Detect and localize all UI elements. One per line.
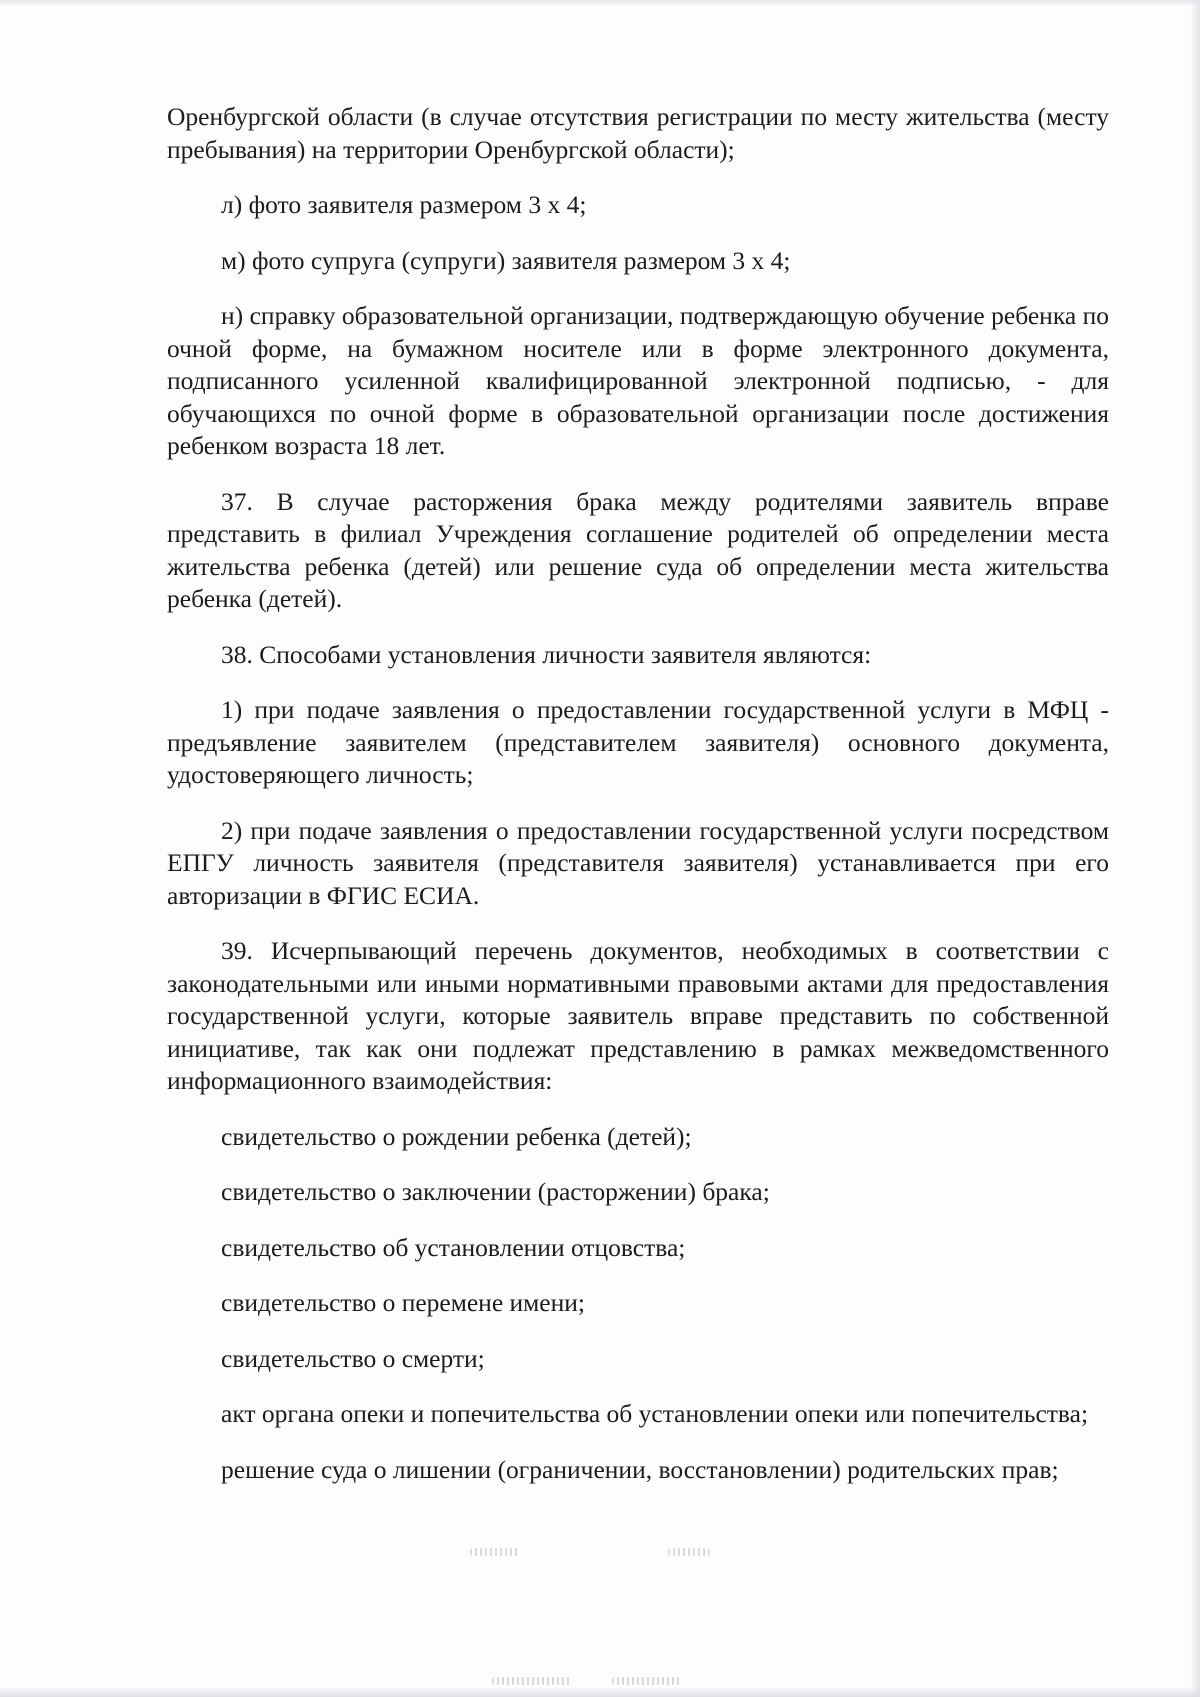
paragraph-item-m: м) фото супруга (супруги) заявителя размером 3 х 4;	[221, 245, 791, 275]
paragraph-item-l: л) фото заявителя размером 3 х 4;	[221, 190, 587, 219]
list-item-court-decision: решение суда о лишении (ограничении, восстановлении) родительских прав;	[221, 1454, 1059, 1484]
scan-smudge	[668, 1548, 710, 1556]
scan-edge-top	[0, 0, 1200, 6]
list-item-paternity-certificate: свидетельство об установлении отцовства;	[221, 1232, 686, 1262]
paragraph-clause-38: 38. Способами установления личности заявителя являются:	[221, 639, 872, 669]
scan-smudge	[612, 1677, 682, 1685]
list-item-guardianship-act: акт органа опеки и попечительства об установлении опеки или попечительства;	[221, 1399, 1089, 1428]
paragraph-clause-39: 39. Исчерпывающий перечень документов, необходимых в соответствии с законодательными или иными нормативными правовыми актами для предоставления государственной услуги, которые заявитель вправе представить по собственной инициативе, так как они подлежат представлению в рамках межведомственного информационного взаимодействия:	[167, 936, 1109, 1095]
scan-smudge	[470, 1548, 520, 1556]
paragraph-clause-38-item-1: 1) при подаче заявления о предоставлении государственной услуги в МФЦ - предъявление заявителем (представителем заявителя) основного документа, удостоверяющего личность;	[167, 695, 1109, 789]
list-item-marriage-certificate: свидетельство о заключении (расторжении) брака;	[221, 1177, 770, 1206]
paragraph-clause-38-item-2: 2) при подаче заявления о предоставлении государственной услуги посредством ЕПГУ личность заявителя (представителя заявителя) устанавливается при его авторизации в ФГИС ЕСИА.	[167, 815, 1109, 910]
scan-edge-bottom	[0, 1687, 1200, 1697]
paragraph-clause-37: 37. В случае расторжения брака между родителями заявитель вправе представить в филиал Учреждения соглашение родителей об определении места жительства ребенка (детей) или решение суда об определении места жительства ребенка (детей).	[167, 486, 1109, 613]
paragraph-continuation: Оренбургской области (в случае отсутствия регистрации по месту жительства (месту пребывания) на территории Оренбургской области);	[167, 102, 1109, 164]
list-item-name-change-certificate: свидетельство о перемене имени;	[221, 1288, 585, 1317]
document-body	[167, 101, 1109, 1509]
paragraph-item-n: н) справку образовательной организации, подтверждающую обучение ребенка по очной форме, на бумажном носителе или в форме электронного документа, подписанного усиленной квалифицированной электронной подписью, - для обучающихся по очной форме в образовательной организации после достижения ребенком возраста 18 лет.	[167, 301, 1109, 460]
scan-smudge	[492, 1677, 572, 1685]
list-item-birth-certificate: свидетельство о рождении ребенка (детей);	[221, 1121, 692, 1151]
list-item-death-certificate: свидетельство о смерти;	[221, 1343, 485, 1373]
scan-edge-right	[1190, 0, 1200, 1697]
